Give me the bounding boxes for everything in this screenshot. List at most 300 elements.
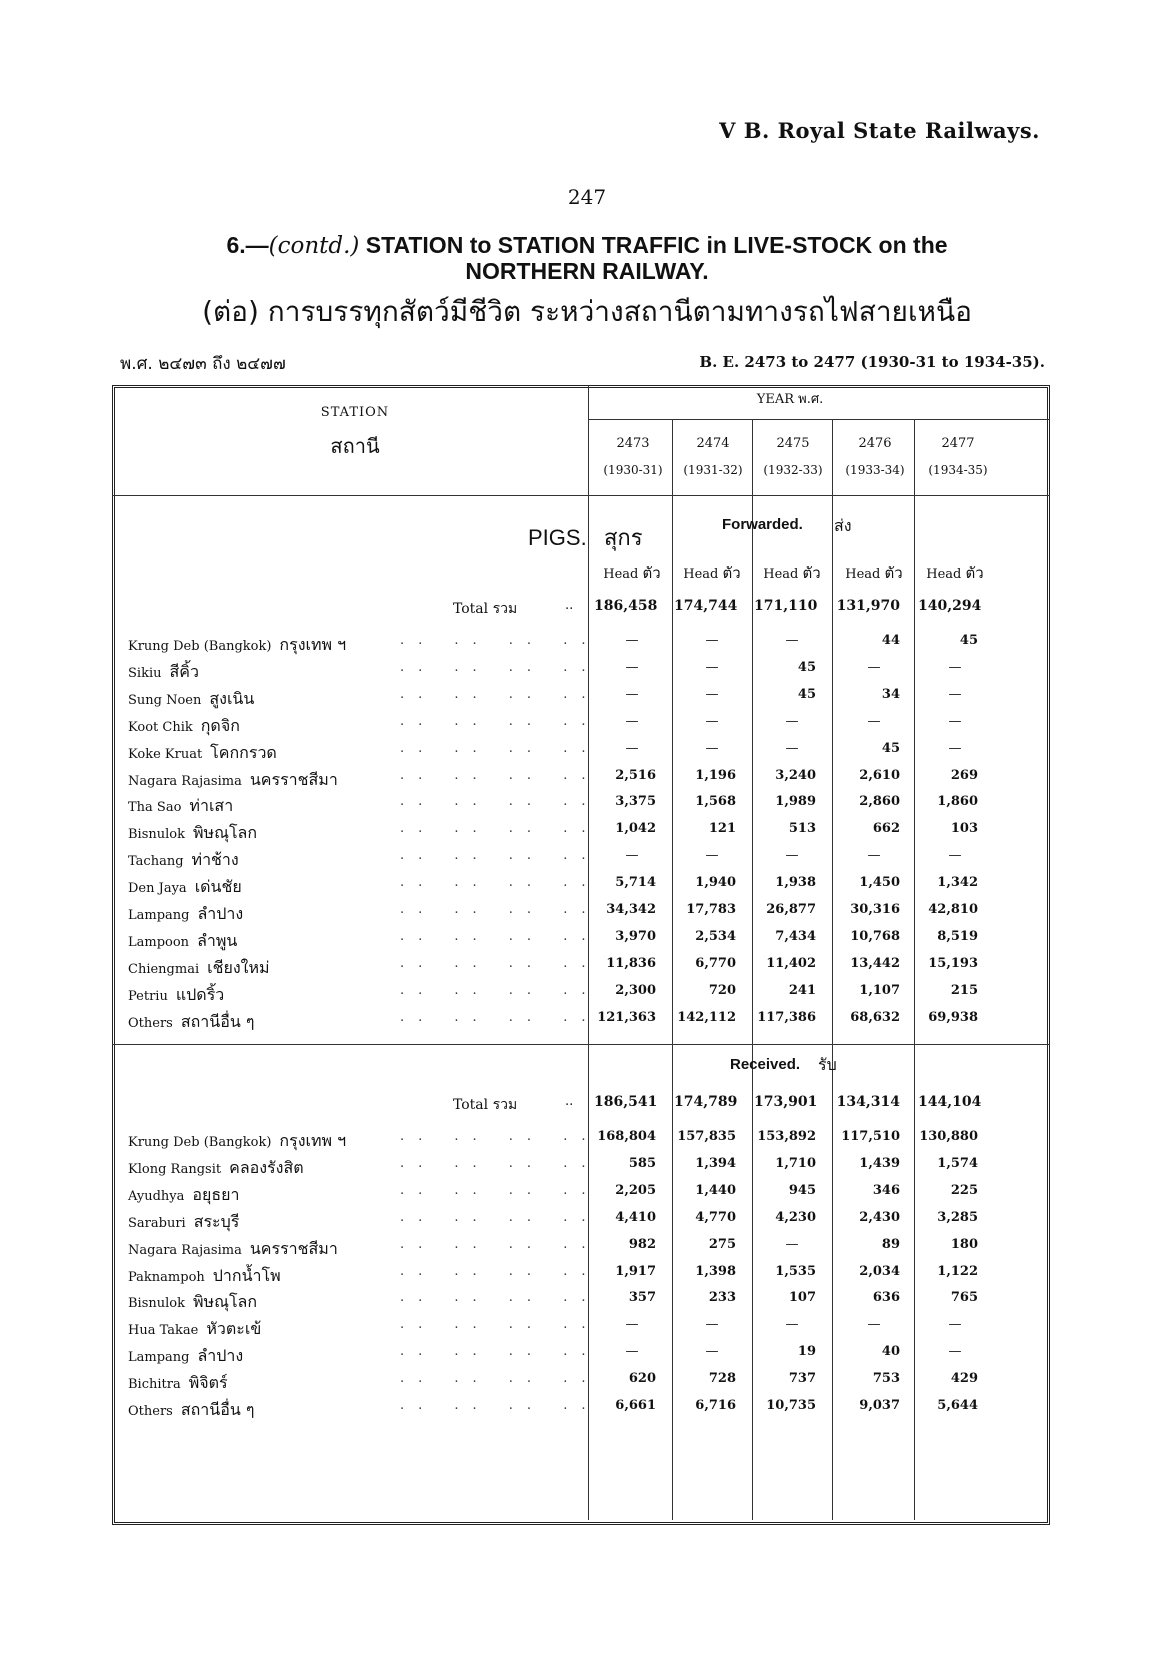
years-english: B. E. 2473 to 2477 (1930-31 to 1934-35). bbox=[699, 353, 1045, 371]
cell-value: 117,386 bbox=[757, 1009, 816, 1025]
station-name-thai: สถานีอื่น ๆ bbox=[180, 1400, 255, 1419]
column-rule bbox=[672, 420, 673, 1520]
commodity-label: PIGS. bbox=[528, 525, 587, 550]
year-be: 2476 bbox=[858, 436, 892, 451]
cell-value: 1,042 bbox=[615, 821, 656, 837]
cell-value: — bbox=[625, 713, 639, 729]
cell-value: 2,610 bbox=[859, 767, 900, 783]
cell-value: 45 bbox=[797, 659, 816, 675]
leader-dots: .. .. .. .. bbox=[400, 1290, 600, 1306]
total-label bbox=[453, 598, 517, 620]
cell-value: 1,568 bbox=[695, 794, 736, 810]
cell-value: 2,205 bbox=[615, 1182, 656, 1198]
title-line-1-text: STATION to STATION TRAFFIC in LIVE-STOCK on the bbox=[359, 232, 948, 258]
cell-value: 89 bbox=[881, 1236, 900, 1252]
leader-dots: .. .. .. .. bbox=[400, 902, 600, 917]
leader-dots: .. .. .. .. bbox=[400, 1009, 600, 1025]
cell-value: 4,230 bbox=[775, 1209, 816, 1225]
cell-value: 103 bbox=[950, 821, 978, 837]
leader-dots: .. .. .. .. bbox=[400, 1209, 600, 1225]
station-name-en: Lampang bbox=[128, 908, 190, 923]
cell-value: — bbox=[785, 1236, 799, 1252]
commodity-label-thai: สุกร bbox=[604, 526, 643, 551]
leader-dots: .. .. .. .. bbox=[400, 1398, 600, 1413]
cell-value: — bbox=[948, 686, 962, 702]
station-name-en: Chiengmai bbox=[128, 961, 200, 977]
cell-value: 620 bbox=[628, 1371, 656, 1387]
year-ce: (1931-32) bbox=[683, 463, 743, 477]
cell-value: — bbox=[625, 686, 639, 702]
station-name-en: Bisnulok bbox=[128, 827, 185, 843]
total-label-thai: รวม bbox=[492, 1097, 518, 1113]
station-name-thai: แปดริ้ว bbox=[175, 984, 225, 1004]
station-name-en: Sikiu bbox=[128, 665, 162, 681]
cell-value: 728 bbox=[708, 1371, 736, 1387]
station-name-en: Hua Takae bbox=[128, 1323, 199, 1339]
station-name-en: Nagara Rajasima bbox=[128, 1242, 242, 1258]
total-label-en: Total bbox=[453, 601, 489, 617]
cell-value: 1,710 bbox=[775, 1155, 816, 1171]
year-be: 2475 bbox=[776, 436, 810, 451]
cell-value: 121 bbox=[708, 821, 736, 837]
forwarded-label: Forwarded. bbox=[722, 516, 803, 533]
cell-value: 11,402 bbox=[766, 955, 816, 971]
cell-value: 45 bbox=[797, 686, 816, 702]
cell-value: 142,112 bbox=[677, 1009, 736, 1025]
cell-value: 4,410 bbox=[615, 1209, 656, 1225]
cell-value: 275 bbox=[708, 1236, 736, 1252]
station-name bbox=[128, 794, 233, 819]
station-name-thai: โคกกรวด bbox=[210, 742, 277, 762]
year-ce: (1933-34) bbox=[845, 463, 905, 477]
station-name-en: Bisnulok bbox=[128, 1296, 185, 1312]
total-value: 174,789 bbox=[674, 1094, 738, 1110]
header-rule bbox=[112, 495, 1050, 496]
cell-value: 3,240 bbox=[775, 767, 816, 783]
cell-value: 130,880 bbox=[919, 1129, 978, 1144]
station-name bbox=[128, 983, 224, 1008]
cell-value: 1,860 bbox=[937, 794, 978, 810]
cell-value: 121,363 bbox=[597, 1009, 656, 1025]
station-name bbox=[128, 714, 240, 739]
cell-value: — bbox=[867, 848, 881, 864]
station-name-en: Bichitra bbox=[128, 1377, 181, 1393]
unit-header bbox=[594, 561, 670, 585]
cell-value: — bbox=[948, 1344, 962, 1360]
station-name-thai: เชียงใหม่ bbox=[207, 957, 270, 977]
cell-value: 241 bbox=[788, 982, 816, 998]
cell-value: — bbox=[705, 1344, 719, 1360]
cell-value: 7,434 bbox=[775, 928, 816, 944]
station-header-thai: สถานี bbox=[330, 434, 380, 458]
cell-value: 3,285 bbox=[937, 1209, 978, 1225]
leader-dots: .. .. .. .. bbox=[400, 955, 600, 971]
cell-value: — bbox=[867, 659, 881, 675]
page-number: 247 bbox=[567, 185, 607, 209]
station-name bbox=[128, 956, 270, 981]
cell-value: 346 bbox=[872, 1182, 900, 1198]
title-line-2: NORTHERN RAILWAY. bbox=[465, 258, 709, 284]
leader-dots: .. .. .. .. bbox=[400, 713, 600, 729]
station-name bbox=[128, 848, 239, 873]
cell-value: 215 bbox=[950, 982, 978, 998]
cell-value: 40 bbox=[881, 1344, 900, 1360]
total-label-en: Total bbox=[453, 1097, 489, 1113]
cell-value: 2,034 bbox=[859, 1263, 900, 1279]
cell-value: 5,644 bbox=[937, 1398, 978, 1413]
cell-value: — bbox=[948, 740, 962, 756]
station-name-en: Den Jaya bbox=[128, 881, 187, 897]
cell-value: 69,938 bbox=[928, 1009, 978, 1025]
station-name-en: Sung Noen bbox=[128, 692, 202, 708]
leader-dots: .. .. .. .. bbox=[400, 740, 600, 756]
station-name-en: Nagara Rajasima bbox=[128, 773, 242, 789]
station-name-thai: สระบุรี bbox=[193, 1211, 240, 1231]
cell-value: — bbox=[705, 1317, 719, 1333]
cell-value: 4,770 bbox=[695, 1209, 736, 1225]
cell-value: — bbox=[705, 659, 719, 675]
station-name bbox=[128, 1010, 254, 1035]
cell-value: 1,196 bbox=[695, 767, 736, 783]
cell-value: 1,440 bbox=[695, 1182, 736, 1198]
station-name-thai: เด่นชัย bbox=[194, 877, 242, 897]
cell-value: — bbox=[625, 740, 639, 756]
cell-value: — bbox=[625, 659, 639, 675]
cell-value: — bbox=[625, 1344, 639, 1360]
leader-dots: .. .. .. .. bbox=[400, 1155, 600, 1171]
year-be: 2473 bbox=[616, 436, 650, 451]
cell-value: 13,442 bbox=[850, 955, 900, 971]
column-rule bbox=[914, 420, 915, 1520]
cell-value: 585 bbox=[628, 1155, 656, 1171]
cell-value: 6,770 bbox=[695, 955, 736, 971]
leader-dots: .. .. .. .. bbox=[400, 1129, 600, 1144]
station-name-thai: ปากน้ำโพ bbox=[212, 1265, 281, 1285]
cell-value: — bbox=[705, 633, 719, 648]
station-name-en: Others bbox=[128, 1015, 173, 1031]
cell-value: 753 bbox=[872, 1371, 900, 1387]
title-thai: (ต่อ) การบรรทุกสัตว์มีชีวิต ระหว่างสถานีตามทางรถไฟสายเหนือ bbox=[202, 295, 972, 328]
station-name-en: Tachang bbox=[128, 854, 184, 870]
cell-value: 15,193 bbox=[928, 955, 978, 971]
cell-value: — bbox=[948, 1317, 962, 1333]
cell-value: 2,430 bbox=[859, 1209, 900, 1225]
cell-value: 737 bbox=[788, 1371, 816, 1387]
cell-value: 1,122 bbox=[937, 1263, 978, 1279]
year-rule bbox=[588, 419, 1050, 420]
station-name-thai: พิจิตร์ bbox=[188, 1373, 228, 1393]
unit-header bbox=[674, 561, 750, 585]
cell-value: — bbox=[705, 686, 719, 702]
section-header: V B. Royal State Railways. bbox=[719, 118, 1040, 143]
cell-value: 1,450 bbox=[859, 875, 900, 891]
cell-value: 765 bbox=[950, 1290, 978, 1306]
cell-value: 157,835 bbox=[677, 1129, 736, 1144]
cell-value: 2,534 bbox=[695, 928, 736, 944]
cell-value: 34 bbox=[881, 686, 900, 702]
cell-value: 1,342 bbox=[937, 875, 978, 891]
unit-label: Head bbox=[603, 567, 639, 582]
cell-value: 107 bbox=[788, 1290, 816, 1306]
station-name-en: Krung Deb (Bangkok) bbox=[128, 1135, 272, 1150]
title-prefix: 6.— bbox=[226, 232, 269, 258]
unit-label-thai: ตัว bbox=[642, 564, 661, 582]
total-value: 134,314 bbox=[836, 1094, 900, 1110]
cell-value: 6,716 bbox=[695, 1398, 736, 1413]
cell-value: — bbox=[625, 1317, 639, 1333]
cell-value: 45 bbox=[959, 633, 978, 648]
cell-value: 1,989 bbox=[775, 794, 816, 810]
cell-value: 19 bbox=[797, 1344, 816, 1360]
cell-value: 982 bbox=[628, 1236, 656, 1252]
station-name-thai: อยุธยา bbox=[192, 1184, 240, 1204]
cell-value: 1,940 bbox=[695, 875, 736, 891]
cell-value: 225 bbox=[950, 1182, 978, 1198]
station-name-en: Paknampoh bbox=[128, 1269, 205, 1285]
column-rule bbox=[832, 420, 833, 1520]
cell-value: — bbox=[867, 713, 881, 729]
total-label-thai: รวม bbox=[492, 601, 518, 617]
station-name-thai: กรุงเทพ ฯ bbox=[279, 635, 347, 654]
cell-value: 1,439 bbox=[859, 1155, 900, 1171]
station-name-en: Koot Chik bbox=[128, 719, 193, 735]
station-name-thai: กรุงเทพ ฯ bbox=[279, 1131, 347, 1150]
station-name bbox=[128, 1129, 346, 1154]
cell-value: 45 bbox=[881, 740, 900, 756]
year-ce: (1934-35) bbox=[928, 463, 988, 477]
cell-value: 1,398 bbox=[695, 1263, 736, 1279]
total-value: 186,458 bbox=[594, 598, 658, 614]
cell-value: 2,300 bbox=[615, 982, 656, 998]
cell-value: 269 bbox=[950, 767, 978, 783]
cell-value: 1,938 bbox=[775, 875, 816, 891]
station-name bbox=[128, 875, 242, 900]
total-value: 131,970 bbox=[836, 598, 900, 614]
station-name bbox=[128, 1264, 281, 1289]
station-name-en: Ayudhya bbox=[128, 1188, 185, 1204]
station-name-thai: สถานีอื่น ๆ bbox=[180, 1011, 255, 1031]
cell-value: — bbox=[867, 1317, 881, 1333]
leader-dots: .. .. .. .. bbox=[400, 633, 600, 648]
station-name bbox=[128, 1237, 338, 1262]
forwarded-label-thai: ส่ง bbox=[834, 516, 852, 535]
station-name bbox=[128, 929, 237, 954]
station-name bbox=[128, 1317, 261, 1342]
cell-value: 6,661 bbox=[615, 1398, 656, 1413]
station-name bbox=[128, 821, 257, 846]
cell-value: 68,632 bbox=[850, 1009, 900, 1025]
cell-value: 233 bbox=[708, 1290, 736, 1306]
cell-value: 3,375 bbox=[615, 794, 656, 810]
year-ce: (1932-33) bbox=[763, 463, 823, 477]
leader-dots: .. .. .. .. bbox=[400, 875, 600, 891]
year-ce: (1930-31) bbox=[603, 463, 663, 477]
leader-dots: .. .. .. .. bbox=[400, 1344, 600, 1360]
station-name-en: Lampoon bbox=[128, 934, 190, 950]
received-label-thai: รับ bbox=[818, 1055, 837, 1074]
station-name-thai: ลำปาง bbox=[197, 904, 244, 923]
station-name bbox=[128, 687, 254, 712]
unit-label: Head bbox=[926, 567, 962, 582]
station-name-thai: สูงเนิน bbox=[209, 688, 255, 708]
station-header: STATION bbox=[320, 405, 390, 420]
cell-value: 357 bbox=[628, 1290, 656, 1306]
column-rule bbox=[752, 420, 753, 1520]
cell-value: 429 bbox=[950, 1371, 978, 1387]
unit-header bbox=[754, 561, 830, 585]
cell-value: 945 bbox=[788, 1182, 816, 1198]
cell-value: 11,836 bbox=[606, 955, 656, 971]
cell-value: — bbox=[705, 740, 719, 756]
station-name bbox=[128, 1371, 228, 1396]
total-label bbox=[453, 1094, 517, 1116]
station-name-thai: หัวตะเข้ bbox=[206, 1319, 262, 1339]
leader-dots: .. .. .. .. bbox=[400, 848, 600, 864]
station-name-thai: ท่าช้าง bbox=[191, 850, 239, 870]
station-name bbox=[128, 1398, 254, 1423]
station-name-thai: คลองรังสิต bbox=[229, 1157, 304, 1177]
total-value: 186,541 bbox=[594, 1094, 658, 1110]
cell-value: 1,535 bbox=[775, 1263, 816, 1279]
received-label: Received. bbox=[730, 1056, 801, 1073]
leader-dots: .. .. .. .. bbox=[400, 794, 600, 810]
year-be: 2474 bbox=[696, 436, 730, 451]
station-name bbox=[128, 768, 338, 793]
cell-value: 662 bbox=[872, 821, 900, 837]
station-name-en: Krung Deb (Bangkok) bbox=[128, 639, 272, 654]
station-name-en: Koke Kruat bbox=[128, 746, 203, 762]
station-name bbox=[128, 1290, 257, 1315]
station-name-thai: ลำพูน bbox=[197, 930, 238, 950]
station-name-thai: ท่าเสา bbox=[189, 796, 234, 816]
leader-dots: .. .. .. .. bbox=[400, 821, 600, 837]
cell-value: — bbox=[625, 848, 639, 864]
total-value: 173,901 bbox=[754, 1094, 818, 1110]
cell-value: 2,860 bbox=[859, 794, 900, 810]
cell-value: — bbox=[948, 713, 962, 729]
station-name-en: Lampang bbox=[128, 1350, 190, 1366]
cell-value: 636 bbox=[872, 1290, 900, 1306]
section-rule bbox=[112, 1044, 1050, 1045]
station-name-en: Tha Sao bbox=[128, 800, 182, 816]
cell-value: 1,917 bbox=[615, 1263, 656, 1279]
cell-value: 117,510 bbox=[841, 1129, 900, 1144]
leader-dots: .. .. .. .. bbox=[400, 659, 600, 675]
station-name bbox=[128, 741, 277, 766]
station-name-en: Petriu bbox=[128, 988, 168, 1004]
cell-value: 180 bbox=[950, 1236, 978, 1252]
station-name-en: Saraburi bbox=[128, 1215, 186, 1231]
station-name-thai: พิษณุโลก bbox=[193, 823, 258, 843]
cell-value: 10,768 bbox=[850, 928, 900, 944]
unit-label-thai: ตัว bbox=[884, 564, 903, 582]
cell-value: 10,735 bbox=[766, 1398, 816, 1413]
unit-label-thai: ตัว bbox=[802, 564, 821, 582]
cell-value: — bbox=[785, 848, 799, 864]
cell-value: 2,516 bbox=[615, 767, 656, 783]
leader-dots: .. bbox=[565, 1094, 574, 1109]
year-be: 2477 bbox=[941, 436, 975, 451]
unit-label: Head bbox=[845, 567, 881, 582]
cell-value: — bbox=[785, 633, 799, 648]
cell-value: 34,342 bbox=[606, 902, 656, 917]
total-value: 174,744 bbox=[674, 598, 738, 614]
station-name-en: Klong Rangsit bbox=[128, 1161, 222, 1177]
leader-dots: .. .. .. .. bbox=[400, 1317, 600, 1333]
cell-value: 1,107 bbox=[859, 982, 900, 998]
station-name-thai: นครราชสีมา bbox=[249, 769, 338, 789]
station-name bbox=[128, 1156, 304, 1181]
leader-dots: .. .. .. .. bbox=[400, 928, 600, 944]
unit-label: Head bbox=[683, 567, 719, 582]
cell-value: 30,316 bbox=[850, 902, 900, 917]
years-thai: พ.ศ. ๒๔๗๓ ถึง ๒๔๗๗ bbox=[120, 354, 286, 374]
cell-value: 44 bbox=[881, 633, 900, 648]
cell-value: 8,519 bbox=[937, 928, 978, 944]
unit-label-thai: ตัว bbox=[965, 564, 984, 582]
station-name-thai: กุดจิก bbox=[200, 715, 240, 735]
leader-dots: .. .. .. .. bbox=[400, 982, 600, 998]
cell-value: 17,783 bbox=[686, 902, 736, 917]
leader-dots: .. .. .. .. bbox=[400, 767, 600, 783]
station-name-en: Others bbox=[128, 1404, 173, 1419]
cell-value: — bbox=[948, 659, 962, 675]
station-name-thai: พิษณุโลก bbox=[193, 1292, 258, 1312]
unit-label: Head bbox=[763, 567, 799, 582]
title-contd: (contd.) bbox=[268, 233, 360, 259]
leader-dots: .. .. .. .. bbox=[400, 1182, 600, 1198]
leader-dots: .. bbox=[565, 598, 574, 613]
leader-dots: .. .. .. .. bbox=[400, 1371, 600, 1387]
title-line-1 bbox=[0, 232, 1174, 259]
cell-value: — bbox=[948, 848, 962, 864]
unit-header bbox=[918, 561, 992, 585]
cell-value: — bbox=[785, 740, 799, 756]
cell-value: 1,394 bbox=[695, 1155, 736, 1171]
cell-value: — bbox=[625, 633, 639, 648]
station-name-thai: สีคิ้ว bbox=[169, 661, 199, 681]
cell-value: 26,877 bbox=[766, 902, 816, 917]
leader-dots: .. .. .. .. bbox=[400, 1236, 600, 1252]
total-value: 144,104 bbox=[918, 1094, 982, 1110]
cell-value: 513 bbox=[788, 821, 816, 837]
cell-value: — bbox=[705, 713, 719, 729]
leader-dots: .. .. .. .. bbox=[400, 1263, 600, 1279]
cell-value: 720 bbox=[708, 982, 736, 998]
unit-label-thai: ตัว bbox=[722, 564, 741, 582]
cell-value: 1,574 bbox=[937, 1155, 978, 1171]
year-header: YEAR พ.ศ. bbox=[756, 392, 824, 407]
station-name-thai: นครราชสีมา bbox=[249, 1238, 338, 1258]
station-name bbox=[128, 660, 199, 685]
cell-value: — bbox=[785, 713, 799, 729]
station-name bbox=[128, 1210, 239, 1235]
cell-value: 9,037 bbox=[859, 1398, 900, 1413]
station-name-thai: ลำปาง bbox=[197, 1346, 244, 1366]
cell-value: 153,892 bbox=[757, 1129, 816, 1144]
cell-value: 42,810 bbox=[928, 902, 978, 917]
total-value: 140,294 bbox=[918, 598, 982, 614]
cell-value: 5,714 bbox=[615, 875, 656, 891]
cell-value: — bbox=[785, 1317, 799, 1333]
cell-value: 3,970 bbox=[615, 928, 656, 944]
total-value: 171,110 bbox=[754, 598, 818, 614]
cell-value: — bbox=[705, 848, 719, 864]
unit-header bbox=[834, 561, 914, 585]
leader-dots: .. .. .. .. bbox=[400, 686, 600, 702]
station-name bbox=[128, 633, 346, 658]
station-name bbox=[128, 1183, 239, 1208]
